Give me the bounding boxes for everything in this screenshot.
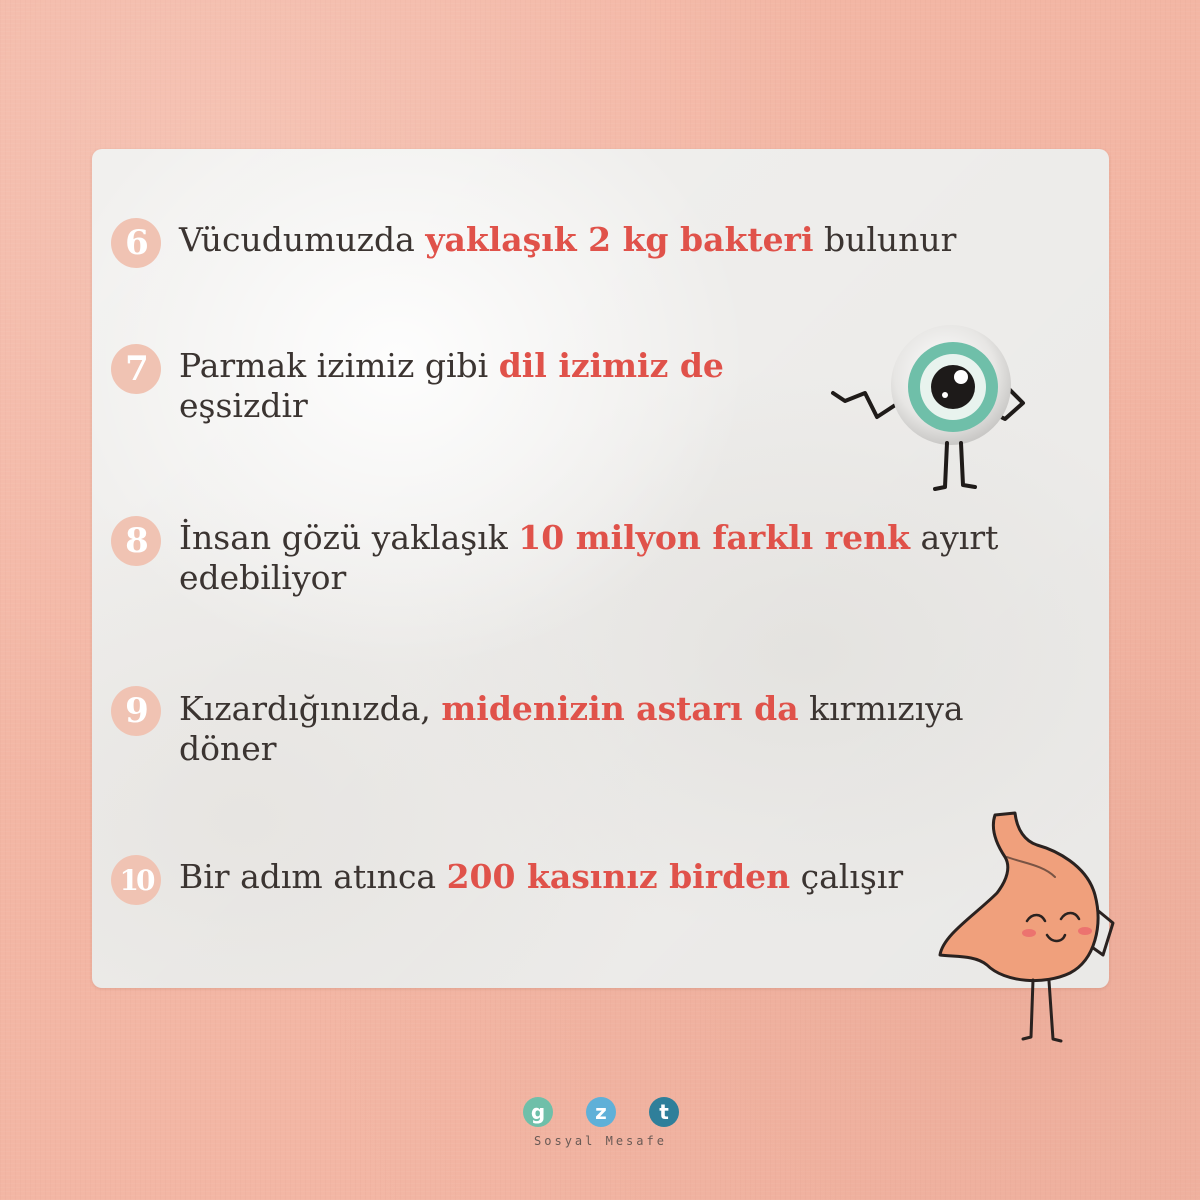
- brand-letter: g: [530, 1100, 546, 1124]
- fact-text-highlight: 200 kasınız birden: [446, 857, 791, 896]
- fact-number-badge: [111, 344, 161, 394]
- fact-text-plain: eşsizdir: [179, 386, 308, 425]
- fact-text: [179, 518, 1009, 598]
- fact-text: [179, 689, 999, 769]
- fact-text-plain: bulunur: [813, 220, 957, 259]
- fact-text-plain: çalışır: [790, 857, 904, 896]
- brand-letter: t: [659, 1100, 669, 1124]
- fact-number: 8: [125, 521, 147, 561]
- fact-text-plain: Vücudumuzda: [179, 220, 426, 259]
- fact-text: [179, 857, 1039, 897]
- brand-logo: [518, 1097, 683, 1157]
- fact-text-plain: Kızardığınızda,: [179, 689, 442, 728]
- fact-number-badge: [111, 855, 161, 905]
- fact-text-highlight: dil izimiz de: [498, 346, 724, 385]
- fact-text-plain: Bir adım atınca: [179, 857, 447, 896]
- fact-number: 10: [119, 863, 153, 897]
- fact-number-badge: [111, 686, 161, 736]
- fact-text-plain: Parmak izimiz gibi: [179, 346, 499, 385]
- brand-letter-g: [523, 1097, 553, 1127]
- fact-number: 6: [125, 223, 147, 263]
- fact-text-plain: İnsan gözü yaklaşık: [179, 518, 519, 557]
- fact-text: [179, 220, 1039, 260]
- eyeball-character-icon: [825, 315, 1040, 495]
- brand-letter-t: [649, 1097, 679, 1127]
- fact-number: 9: [125, 691, 147, 731]
- fact-number-badge: [111, 218, 161, 268]
- fact-number-badge: [111, 516, 161, 566]
- fact-text-highlight: 10 milyon farklı renk: [518, 518, 910, 557]
- brand-letter: z: [595, 1100, 607, 1124]
- fact-text-plain: kırmızıya döner: [179, 689, 964, 768]
- fact-text-highlight: midenizin astarı da: [441, 689, 799, 728]
- brand-subtitle: Sosyal Mesafe: [534, 1134, 667, 1148]
- brand-letter-z: [586, 1097, 616, 1127]
- stomach-character-icon: [935, 805, 1135, 1050]
- fact-text-plain: ayırt edebiliyor: [179, 518, 999, 597]
- fact-text: [179, 346, 759, 426]
- fact-number: 7: [125, 349, 147, 389]
- fact-text-highlight: yaklaşık 2 kg bakteri: [425, 220, 814, 259]
